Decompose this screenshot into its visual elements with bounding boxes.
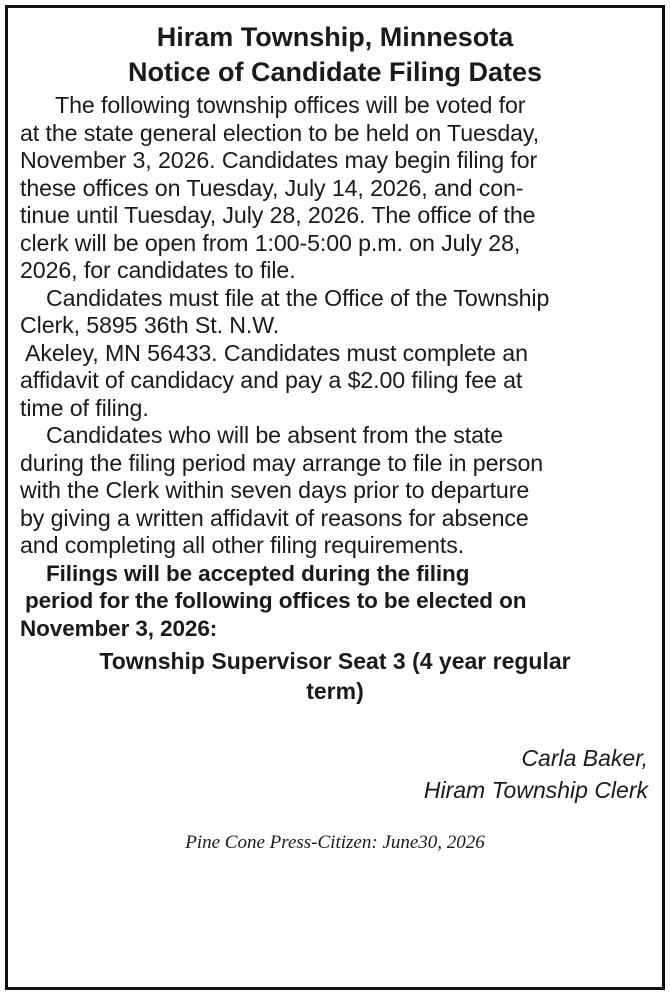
text-line: clerk will be open from 1:00-5:00 p.m. on July 28, bbox=[20, 229, 521, 256]
paragraph-filing-dates bbox=[20, 92, 660, 285]
publication-source: Pine Cone Press-Citizen: June30, 2026 bbox=[185, 832, 485, 853]
text-line: these offices on Tuesday, July 14, 2026, and con- bbox=[20, 174, 524, 201]
notice-body bbox=[20, 92, 660, 642]
text-line: Clerk, 5895 36th St. N.W. bbox=[20, 312, 280, 338]
paragraph-filing-location bbox=[20, 285, 660, 423]
notice-title bbox=[8, 20, 662, 90]
paragraph-filings-accepted bbox=[20, 560, 660, 643]
text-line: by giving a written affidavit of reasons for absence bbox=[20, 504, 529, 531]
title-line-2: Notice of Candidate Filing Dates bbox=[127, 57, 543, 87]
office-line-1: Township Supervisor Seat 3 (4 year regular bbox=[99, 648, 571, 674]
legal-notice bbox=[5, 5, 665, 990]
text-line: November 3, 2026. Candidates may begin filing for bbox=[20, 147, 538, 173]
title-line-1: Hiram Township, Minnesota bbox=[156, 22, 514, 52]
text-line: period for the following offices to be elected on bbox=[25, 588, 527, 613]
text-line: and completing all other filing requirements. bbox=[20, 532, 465, 558]
text-line: Akeley, MN 56433. Candidates must complete an bbox=[25, 339, 528, 366]
office-listing bbox=[8, 646, 662, 706]
signature-role: Hiram Township Clerk bbox=[423, 777, 648, 803]
text-line: time of filing. bbox=[20, 394, 149, 421]
text-line: 2026, for candidates to file. bbox=[20, 257, 296, 283]
text-line: The following township offices will be voted for bbox=[55, 92, 526, 118]
text-line: affidavit of candidacy and pay a $2.00 filing fee at bbox=[20, 367, 523, 393]
text-line: November 3, 2026: bbox=[20, 615, 218, 641]
text-line: at the state general election to be held on Tuesday, bbox=[20, 119, 540, 146]
text-line: during the filing period may arrange to file in person bbox=[20, 449, 544, 476]
signature-block bbox=[8, 742, 648, 806]
text-line: Candidates who will be absent from the state bbox=[46, 422, 504, 448]
text-line: Candidates must file at the Office of the Township bbox=[46, 284, 550, 311]
text-line: tinue until Tuesday, July 28, 2026. The office of the bbox=[20, 202, 536, 228]
text-line: with the Clerk within seven days prior to departure bbox=[20, 477, 530, 503]
paragraph-absentee bbox=[20, 422, 660, 560]
signature-name: Carla Baker, bbox=[521, 745, 648, 771]
text-line: Filings will be accepted during the filing bbox=[46, 560, 470, 586]
office-line-2: term) bbox=[306, 678, 364, 704]
